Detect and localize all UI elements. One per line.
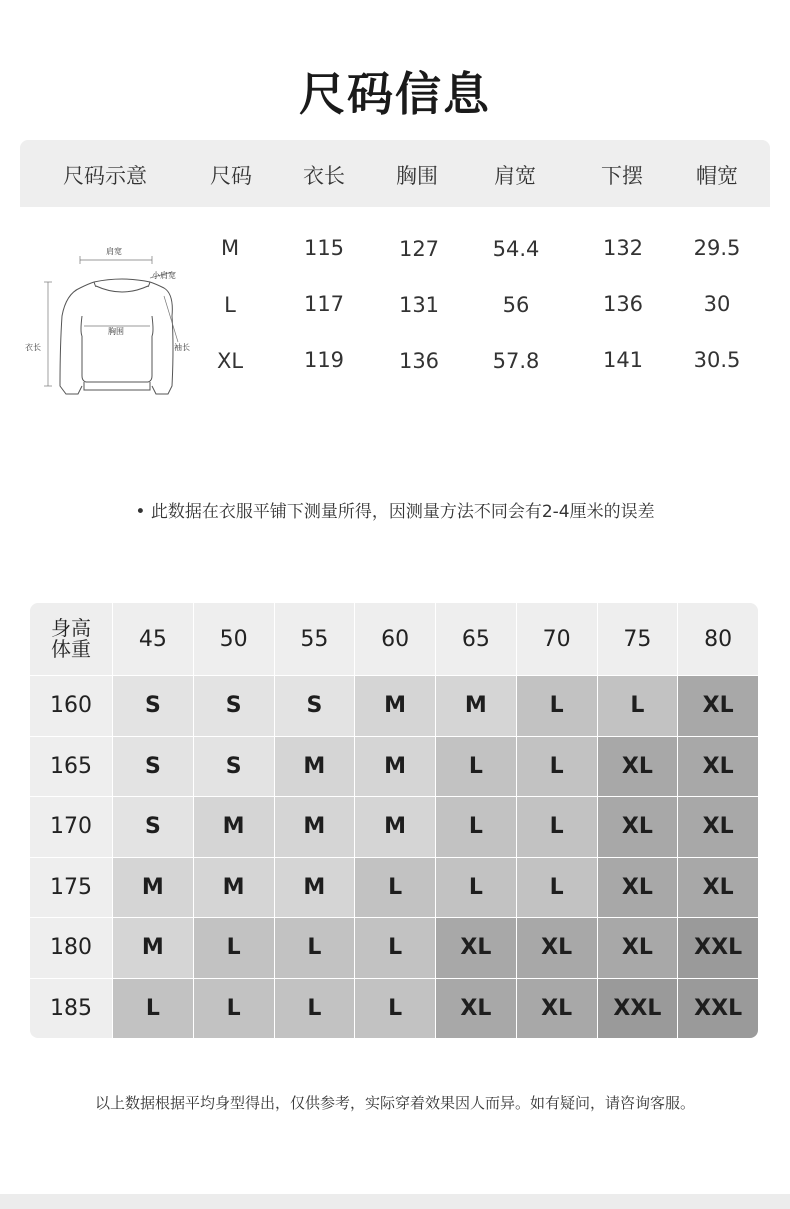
shoulder-cell: 54.4 [492,237,540,261]
hem-cell: 136 [602,292,644,316]
length-label: 衣长 [25,343,41,352]
size-cell: M [220,236,240,260]
size-recommendation-cell: M [113,858,193,918]
size-recommendation-cell: XXL [598,979,678,1039]
hood-width-cell: 30 [703,292,731,316]
size-recommendation-cell: L [598,676,678,736]
size-recommendation-cell: L [436,737,516,797]
size-recommendation-cell: XL [598,797,678,857]
size-recommendation-cell: M [355,737,435,797]
size-recommendation-cell: M [275,797,355,857]
size-recommendation-cell: M [275,858,355,918]
weight-header: 55 [275,603,355,675]
height-header: 180 [30,918,112,978]
header-shoulder: 肩宽 [494,164,536,188]
size-recommendation-cell: XL [517,918,597,978]
sleeve-label: 袖长 [174,343,190,352]
chest-cell: 136 [398,349,440,373]
length-cell: 119 [303,348,345,372]
size-recommendation-cell: M [275,737,355,797]
size-recommendation-cell: XL [678,676,758,736]
size-recommendation-cell: L [517,858,597,918]
size-recommendation-cell: M [355,797,435,857]
size-recommendation-cell: XL [598,737,678,797]
size-recommendation-cell: L [436,797,516,857]
height-header: 165 [30,737,112,797]
size-recommendation-cell: XL [678,858,758,918]
size-recommendation-cell: L [517,737,597,797]
size-recommendation-cell: M [194,797,274,857]
shoulder-cell: 56 [502,293,530,317]
size-recommendation-cell: XL [517,979,597,1039]
size-recommendation-cell: L [517,797,597,857]
size-recommendation-cell: XL [678,797,758,857]
size-recommendation-cell: S [113,676,193,736]
chest-cell: 131 [398,293,440,317]
chest-label: 胸围 [108,327,124,336]
bottom-bar [0,1194,790,1209]
size-recommendation-cell: XL [598,918,678,978]
size-recommendation-cell: S [194,737,274,797]
size-recommendation-cell: M [113,918,193,978]
height-header: 185 [30,979,112,1039]
size-recommendation-cell: XXL [678,918,758,978]
chest-cell: 127 [398,237,440,261]
hood-width-cell: 29.5 [693,236,741,260]
size-table-header [20,140,770,207]
size-recommendation-cell: S [275,676,355,736]
size-cell: XL [216,349,244,373]
footer-note: 以上数据根据平均身型得出，仅供参考，实际穿着效果因人而异。如有疑问，请咨询客服。 [94,1094,695,1112]
size-recommendation-cell: S [113,737,193,797]
size-recommendation-cell: L [355,979,435,1039]
size-recommendation-cell: M [436,676,516,736]
hem-cell: 141 [602,348,644,372]
size-recommendation-cell: L [355,918,435,978]
size-recommendation-cell: XL [678,737,758,797]
size-recommendation-cell: S [194,676,274,736]
length-cell: 117 [303,292,345,316]
header-size-diagram: 尺码示意 [63,164,147,188]
header-chest: 胸围 [396,164,438,188]
weight-header: 60 [355,603,435,675]
size-recommendation-grid [30,603,758,1038]
size-recommendation-cell: XL [436,979,516,1039]
hem-cell: 132 [602,236,644,260]
shoulder-cell: 57.8 [492,349,540,373]
measurement-note: • 此数据在衣服平铺下测量所得，因测量方法不同会有2-4厘米的误差 [135,502,655,522]
weight-header: 70 [517,603,597,675]
size-recommendation-cell: XL [598,858,678,918]
sweatshirt-diagram [22,236,202,406]
size-recommendation-cell: L [436,858,516,918]
size-cell: L [224,293,236,317]
corner-height-label: 身高 [51,616,91,640]
small-shoulder-label: 小肩宽 [152,271,176,280]
weight-header: 75 [598,603,678,675]
size-recommendation-cell: L [355,858,435,918]
size-recommendation-cell: L [517,676,597,736]
height-header: 160 [30,676,112,736]
height-header: 175 [30,858,112,918]
size-recommendation-cell: L [275,918,355,978]
header-size: 尺码 [210,164,252,188]
size-recommendation-cell: L [275,979,355,1039]
size-recommendation-cell: L [194,918,274,978]
page-title: 尺码信息 [299,67,491,121]
length-cell: 115 [303,236,345,260]
size-recommendation-cell: S [113,797,193,857]
header-hem: 下摆 [601,164,643,188]
weight-header: 65 [436,603,516,675]
height-header: 170 [30,797,112,857]
size-recommendation-cell: XXL [678,979,758,1039]
size-recommendation-cell: L [113,979,193,1039]
weight-header: 80 [678,603,758,675]
shoulder-label: 肩宽 [106,247,122,256]
weight-header: 45 [113,603,193,675]
hood-width-cell: 30.5 [693,348,741,372]
weight-header: 50 [194,603,274,675]
header-length: 衣长 [303,164,345,188]
header-hood-width: 帽宽 [696,164,738,188]
size-recommendation-cell: XL [436,918,516,978]
size-recommendation-cell: M [355,676,435,736]
grid-corner [30,603,112,675]
size-recommendation-cell: M [194,858,274,918]
size-recommendation-cell: L [194,979,274,1039]
corner-weight-label: 体重 [51,637,91,661]
